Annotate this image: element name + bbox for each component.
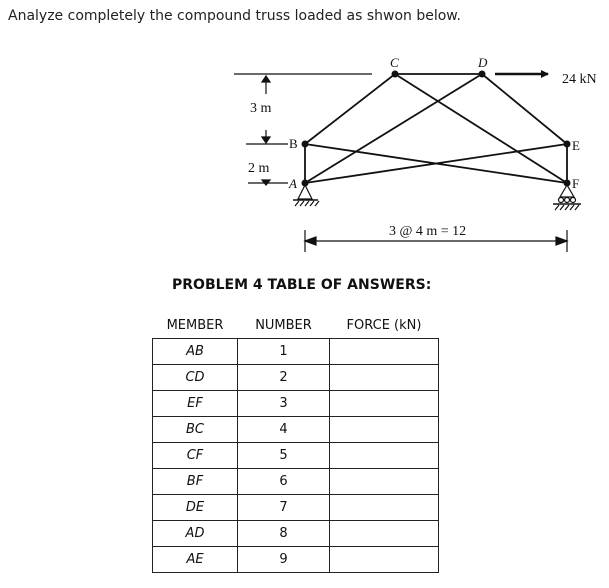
label-d: D <box>478 55 488 70</box>
number-cell: 8 <box>238 521 330 547</box>
column-header-force: FORCE (kN) <box>346 317 422 333</box>
table-row <box>153 547 439 573</box>
table-row <box>153 521 439 547</box>
label-a: A <box>289 176 297 191</box>
number-cell: 7 <box>238 495 330 521</box>
force-cell[interactable] <box>330 391 439 417</box>
force-cell[interactable] <box>330 469 439 495</box>
force-cell[interactable] <box>330 521 439 547</box>
joint-d <box>479 71 486 78</box>
number-cell: 1 <box>238 339 330 365</box>
number-cell: 6 <box>238 469 330 495</box>
truss-members <box>305 74 567 183</box>
number-cell: 3 <box>238 391 330 417</box>
column-header-member: MEMBER <box>166 317 224 333</box>
table-heading: PROBLEM 4 TABLE OF ANSWERS: <box>172 277 432 293</box>
problem-statement: Analyze completely the compound truss loaded as shwon below. <box>8 8 461 24</box>
table-row <box>153 391 439 417</box>
joint-c <box>392 71 399 78</box>
member-cell: BC <box>153 417 238 443</box>
member-cell: BF <box>153 469 238 495</box>
number-cell: 9 <box>238 547 330 573</box>
member-de <box>482 74 567 144</box>
number-cell: 5 <box>238 443 330 469</box>
table-row <box>153 469 439 495</box>
member-cell: AD <box>153 521 238 547</box>
member-cell: EF <box>153 391 238 417</box>
joint-dots <box>302 71 571 187</box>
table-row <box>153 443 439 469</box>
span-label: 3 @ 4 m = 12 <box>389 224 467 239</box>
column-header-number: NUMBER <box>255 317 312 333</box>
dim-bottom-label: 2 m <box>248 161 270 176</box>
force-cell[interactable] <box>330 495 439 521</box>
member-cell: AE <box>153 547 238 573</box>
member-bc <box>305 74 395 144</box>
number-cell: 2 <box>238 365 330 391</box>
truss-figure <box>0 0 609 275</box>
joint-e <box>564 141 571 148</box>
table-header-row <box>153 312 439 339</box>
table-row <box>153 417 439 443</box>
table-row <box>153 339 439 365</box>
member-cell: DE <box>153 495 238 521</box>
table-row <box>153 365 439 391</box>
label-e: E <box>572 138 580 153</box>
table-row <box>153 495 439 521</box>
number-cell: 4 <box>238 417 330 443</box>
member-cell: CF <box>153 443 238 469</box>
label-b: B <box>289 136 298 151</box>
force-cell[interactable] <box>330 443 439 469</box>
member-cell: CD <box>153 365 238 391</box>
member-cell: AB <box>153 339 238 365</box>
answers-table <box>152 312 439 573</box>
force-cell[interactable] <box>330 365 439 391</box>
load-label: 24 kN <box>562 72 597 87</box>
force-cell[interactable] <box>330 547 439 573</box>
label-c: C <box>390 55 399 70</box>
force-cell[interactable] <box>330 339 439 365</box>
force-cell[interactable] <box>330 417 439 443</box>
label-f: F <box>572 176 580 191</box>
dim-top-label: 3 m <box>250 101 272 116</box>
joint-b <box>302 141 309 148</box>
